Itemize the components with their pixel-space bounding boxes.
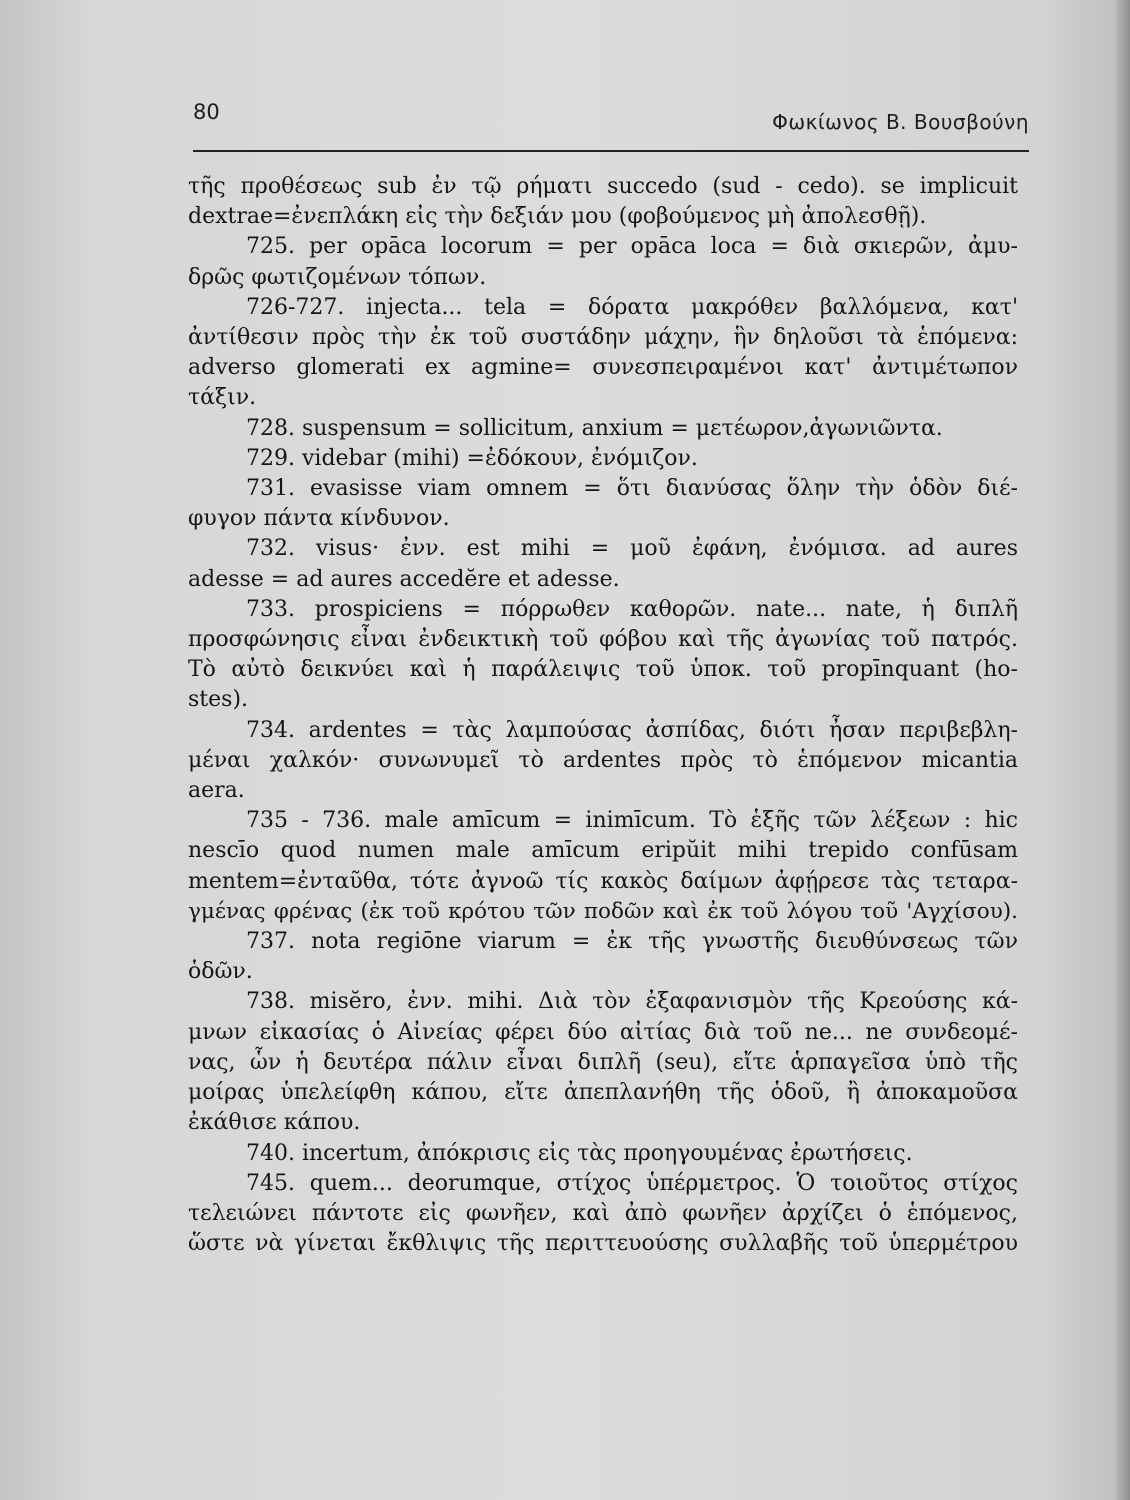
text-line: τάξιν. [188, 385, 257, 411]
text-line: 726-727. injecta... tela = δόρατα μακρόθεν βαλλόμενα, κατ' [246, 294, 1018, 320]
text-line: δρῶς φωτιζομένων τόπων. [188, 264, 487, 290]
text-line: 732. visus· ἐνν. est mihi = μοῦ ἐφάνη, ἐνόμισα. ad aures [246, 536, 1018, 562]
text-line: 737. nota regiōne viarum = ἐκ τῆς γνωστῆς διευθύνσεως τῶν [246, 929, 1018, 955]
text-line: 725. per opāca locorum = per opāca loca = διὰ σκιερῶν, ἀμυ- [246, 234, 1018, 260]
text-line: τῆς προθέσεως sub ἐν τῷ ρήματι succedo (sud - cedo). se implicuit [188, 174, 1018, 199]
text-line: 731. evasisse viam omnem = ὅτι διανύσας ὅλην τὴν ὁδὸν διέ- [246, 476, 1018, 502]
text-line: nescīo quod numen male amīcum eripŭit mihi trepido confūsam [188, 838, 1018, 864]
text-line: aera. [188, 778, 245, 804]
text-line: 735 - 736. male amīcum = inimīcum. Τὸ ἑξῆς τῶν λέξεων : hic [246, 808, 1018, 834]
text-line: μνων εἰκασίας ὁ Αἰνείας φέρει δύο αἰτίας διὰ τοῦ ne... ne συνδεομέ- [188, 1019, 1018, 1045]
text-line: μοίρας ὑπελείφθη κάπου, εἴτε ἀπεπλανήθη τῆς ὁδοῦ, ἢ ἀποκαμοῦσα [188, 1080, 1018, 1106]
text-line: mentem=ἐνταῦθα, τότε ἀγνοῶ τίς κακὸς δαίμων ἀφῄρεσε τὰς τεταρα- [188, 868, 1018, 894]
text-line: φυγον πάντα κίνδυνον. [188, 506, 450, 532]
text-line: μέναι χαλκόν· συνωνυμεῖ τὸ ardentes πρὸς τὸ ἑπόμενον micantia [188, 747, 1018, 773]
text-line: adverso glomerati ex agmine= συνεσπειραμένοι κατ' ἀντιμέτωπον [188, 355, 1018, 381]
page-header [193, 100, 1029, 152]
page-edge-shadow [1116, 0, 1130, 1500]
running-head: Φωκίωνος Β. Βουσβούνη [772, 110, 1029, 134]
text-line: 728. suspensum = sollicitum, anxium = μετέωρον,ἀγωνιῶντα. [246, 415, 943, 441]
text-line: 740. incertum, ἀπόκρισις εἰς τὰς προηγουμένας ἐρωτήσεις. [246, 1140, 913, 1166]
text-line: γμένας φρένας (ἐκ τοῦ κρότου τῶν ποδῶν καὶ ἐκ τοῦ λόγου τοῦ 'Αγχίσου). [188, 898, 1018, 924]
text-line: 745. quem... deorumque, στίχος ὑπέρμετρος. Ὁ τοιοῦτος στίχος [246, 1170, 1018, 1196]
body-text [188, 172, 1018, 1259]
text-line: 733. prospiciens = πόρρωθεν καθορῶν. nate... nate, ἡ διπλῆ [246, 596, 1018, 622]
text-line: adesse = ad aures accedĕre et adesse. [188, 566, 620, 592]
text-line: ὥστε νὰ γίνεται ἔκθλιψις τῆς περιττευούσης συλλαβῆς τοῦ ὑπερμέτρου [188, 1231, 1018, 1257]
text-line: dextrae=ἐνεπλάκη εἰς τὴν δεξιάν μου (φοβούμενος μὴ ἀπολεσθῇ). [188, 204, 927, 230]
text-line: Τὸ αὐτὸ δεικνύει καὶ ἡ παράλειψις τοῦ ὑποκ. τοῦ propīnquant (ho- [188, 657, 1018, 683]
text-line: ἐκάθισε κάπου. [188, 1110, 361, 1136]
text-line: ὁδῶν. [188, 959, 253, 985]
text-line: stes). [188, 687, 249, 713]
text-line: προσφώνησις εἶναι ἐνδεικτικὴ τοῦ φόβου καὶ τῆς ἀγωνίας τοῦ πατρός. [188, 627, 1018, 653]
text-line: νας, ὧν ἡ δευτέρα πάλιν εἶναι διπλῆ (seu), εἴτε ἁρπαγεῖσα ὑπὸ τῆς [188, 1049, 1018, 1075]
page-number: 80 [193, 100, 220, 124]
text-line: 738. misĕro, ἐνν. mihi. Διὰ τὸν ἐξαφανισμὸν τῆς Κρεούσης κά- [246, 989, 1018, 1015]
text-line: ἀντίθεσιν πρὸς τὴν ἐκ τοῦ συστάδην μάχην, ἣν δηλοῦσι τὰ ἑπόμενα: [188, 325, 1018, 351]
text-line: 729. videbar (mihi) =ἐδόκουν, ἐνόμιζον. [246, 445, 698, 471]
text-line: τελειώνει πάντοτε εἰς φωνῆεν, καὶ ἀπὸ φωνῆεν ἀρχίζει ὁ ἑπόμενος, [188, 1200, 1018, 1226]
text-line: 734. ardentes = τὰς λαμπούσας ἀσπίδας, διότι ἦσαν περιβεβλη- [246, 717, 1018, 743]
